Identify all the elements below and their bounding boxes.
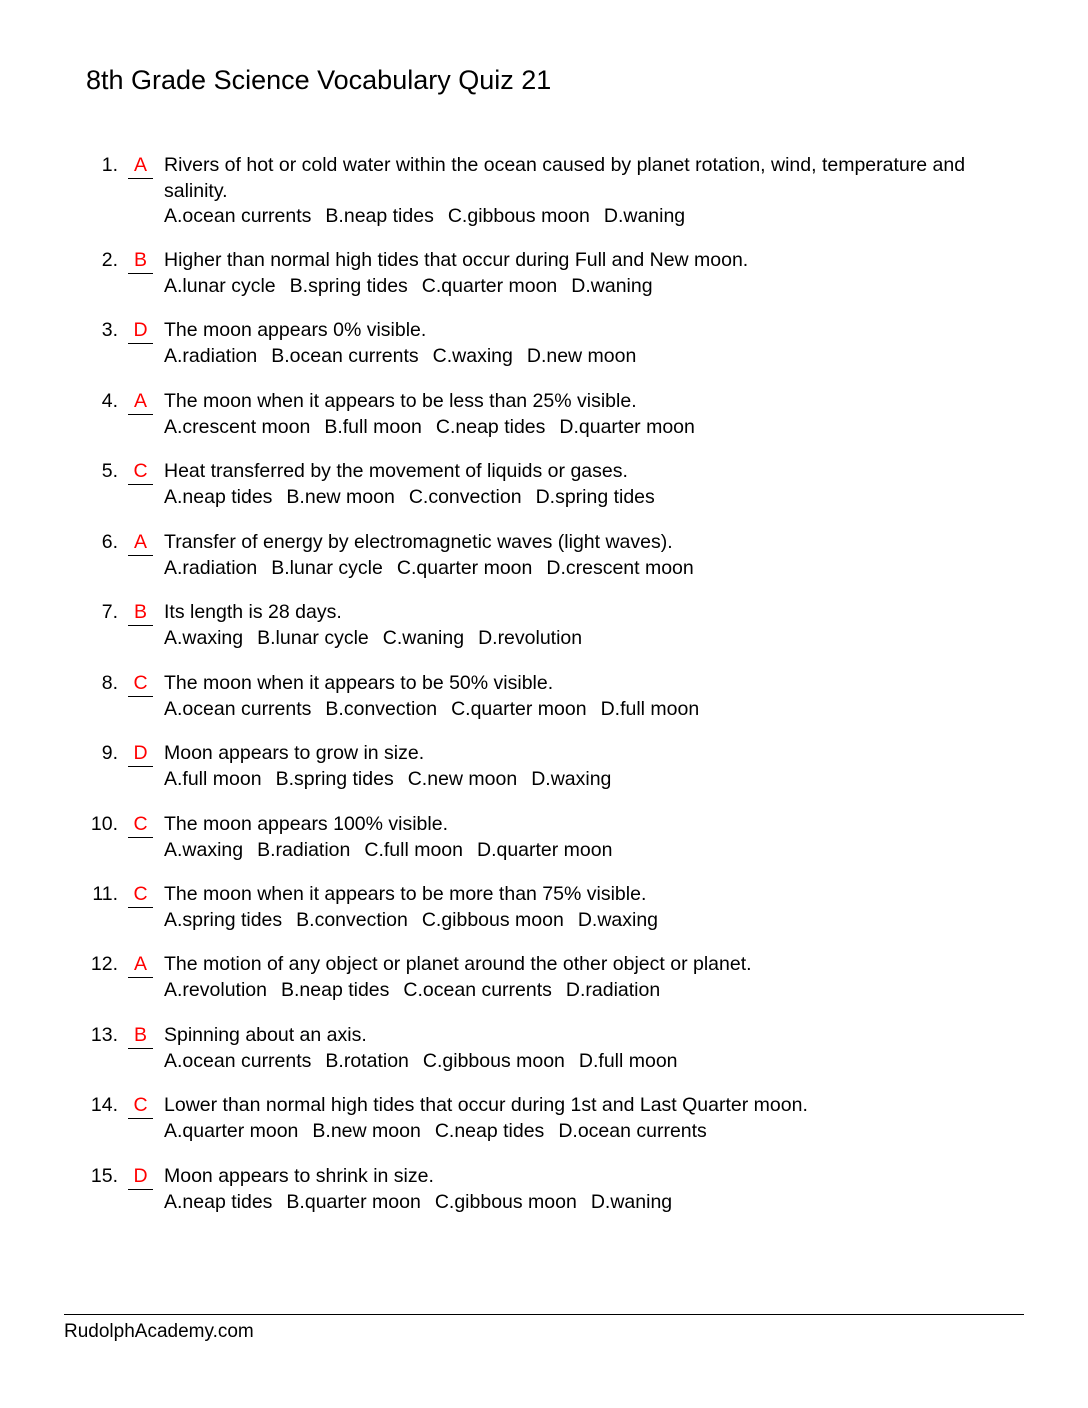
- question-body: [164, 389, 1014, 440]
- question-text: Spinning about an axis.: [164, 1024, 367, 1046]
- question-number: 4.: [101, 390, 118, 412]
- answer-choice: B.convection: [296, 908, 408, 931]
- question-number: 3.: [101, 319, 118, 341]
- question-text: Transfer of energy by electromagnetic waves (light waves).: [164, 531, 673, 553]
- answer-choice: D.full moon: [600, 697, 700, 720]
- answer-blank: A: [128, 389, 153, 415]
- answer-choices: [164, 556, 1014, 582]
- answer-choice: C.waning: [382, 626, 465, 649]
- question-text: Higher than normal high tides that occur during Full and New moon.: [164, 249, 749, 271]
- answer-choice: D.waxing: [577, 908, 659, 931]
- answer-choice: C.neap tides: [434, 1119, 545, 1142]
- question-text: Rivers of hot or cold water within the ocean caused by planet rotation, wind, temperature and salinity.: [164, 154, 966, 202]
- answer-choice: C.new moon: [407, 767, 518, 790]
- answer-choice: A.ocean currents: [164, 205, 312, 227]
- question-number: 7.: [101, 601, 118, 623]
- question-text: The moon when it appears to be 50% visible.: [164, 672, 554, 694]
- question-body: [164, 600, 1014, 651]
- question-number: 14.: [90, 1094, 118, 1116]
- answer-choice: B.ocean currents: [271, 344, 419, 367]
- question-body: [164, 530, 1014, 581]
- question-text: Moon appears to grow in size.: [164, 742, 425, 764]
- answer-choice: D.radiation: [565, 978, 661, 1001]
- answer-blank: C: [128, 882, 153, 908]
- answer-blank: A: [128, 153, 153, 179]
- answer-choice: B.new moon: [286, 485, 395, 508]
- answer-choice: C.quarter moon: [396, 556, 533, 579]
- answer-choices: [164, 697, 1014, 723]
- question-text: Moon appears to shrink in size.: [164, 1165, 434, 1187]
- question-body: [164, 812, 1014, 863]
- answer-choices: [164, 978, 1014, 1004]
- answer-choice: A.crescent moon: [164, 415, 311, 438]
- answer-choice: A.revolution: [164, 978, 267, 1001]
- answer-choice: A.neap tides: [164, 485, 273, 508]
- question-number: 10.: [90, 813, 118, 835]
- answer-choice: B.neap tides: [280, 978, 390, 1001]
- answer-choice: C.quarter moon: [451, 697, 587, 720]
- question-number: 12.: [90, 953, 118, 975]
- footer-divider: [64, 1314, 1024, 1315]
- question-text: Heat transferred by the movement of liquids or gases.: [164, 460, 628, 482]
- answer-choice: B.lunar cycle: [271, 556, 383, 579]
- answer-choice: C.convection: [408, 485, 522, 508]
- answer-choice: D.new moon: [526, 344, 637, 367]
- answer-choices: [164, 204, 1014, 230]
- answer-choices: [164, 1190, 1014, 1216]
- answer-choice: D.crescent moon: [546, 556, 694, 579]
- question-text: The moon when it appears to be more than 75% visible.: [164, 883, 647, 905]
- answer-choices: [164, 1119, 1014, 1145]
- question-body: [164, 741, 1014, 792]
- answer-choices: [164, 274, 1014, 300]
- answer-choice: A.spring tides: [164, 908, 283, 931]
- answer-blank: D: [128, 318, 153, 344]
- answer-blank: B: [128, 1023, 153, 1049]
- question-body: [164, 1023, 1014, 1074]
- answer-choice: D.quarter moon: [476, 838, 613, 861]
- question-body: [164, 318, 1014, 369]
- question-body: [164, 1164, 1014, 1215]
- answer-choice: A.ocean currents: [164, 697, 312, 720]
- answer-choice: D.spring tides: [535, 485, 655, 508]
- answer-choice: A.quarter moon: [164, 1119, 299, 1142]
- question-text: Its length is 28 days.: [164, 601, 342, 623]
- answer-choices: [164, 838, 1014, 864]
- question-body: [164, 952, 1014, 1003]
- question-number: 11.: [92, 883, 118, 905]
- answer-choices: [164, 626, 1014, 652]
- question-body: [164, 882, 1014, 933]
- answer-choice: C.quarter moon: [421, 274, 558, 297]
- answer-choice: A.ocean currents: [164, 1049, 312, 1072]
- answer-choice: D.ocean currents: [558, 1119, 707, 1142]
- answer-choices: [164, 908, 1014, 934]
- answer-choice: D.waning: [571, 274, 653, 297]
- question-text: The moon appears 100% visible.: [164, 813, 448, 835]
- answer-choice: B.radiation: [257, 838, 351, 861]
- answer-choices: [164, 767, 1014, 793]
- answer-choice: B.rotation: [325, 1049, 409, 1072]
- question-number: 5.: [101, 460, 118, 482]
- question-text: The moon when it appears to be less than 25% visible.: [164, 390, 637, 412]
- question-number: 2.: [101, 249, 118, 271]
- answer-choice: D.waning: [603, 205, 686, 227]
- answer-choice: B.lunar cycle: [257, 626, 369, 649]
- answer-choice: A.full moon: [164, 767, 262, 790]
- answer-blank: A: [128, 530, 153, 556]
- question-number: 6.: [101, 531, 118, 553]
- answer-choice: C.full moon: [364, 838, 463, 861]
- question-number: 9.: [101, 742, 118, 764]
- answer-choice: C.waxing: [432, 344, 513, 367]
- answer-blank: B: [128, 600, 153, 626]
- answer-blank: D: [128, 741, 153, 767]
- question-text: Lower than normal high tides that occur during 1st and Last Quarter moon.: [164, 1094, 808, 1116]
- answer-blank: A: [128, 952, 153, 978]
- answer-choice: B.new moon: [312, 1119, 421, 1142]
- answer-choice: B.full moon: [324, 415, 422, 438]
- question-body: [164, 671, 1014, 722]
- question-number: 8.: [101, 672, 118, 694]
- answer-choice: C.gibbous moon: [434, 1190, 577, 1213]
- answer-blank: D: [128, 1164, 153, 1190]
- question-body: [164, 153, 1014, 230]
- answer-choice: A.waxing: [164, 626, 244, 649]
- question-body: [164, 248, 1014, 299]
- answer-choice: D.quarter moon: [559, 415, 695, 438]
- answer-blank: C: [128, 459, 153, 485]
- answer-blank: C: [128, 671, 153, 697]
- question-number: 15.: [90, 1165, 118, 1187]
- answer-choice: B.quarter moon: [286, 1190, 421, 1213]
- answer-choices: [164, 344, 1014, 370]
- answer-choice: C.ocean currents: [403, 978, 552, 1001]
- question-text: The motion of any object or planet around the other object or planet.: [164, 953, 752, 975]
- answer-blank: B: [128, 248, 153, 274]
- answer-choice: C.gibbous moon: [421, 908, 564, 931]
- question-text: The moon appears 0% visible.: [164, 319, 427, 341]
- answer-choice: C.gibbous moon: [422, 1049, 565, 1072]
- answer-choice: A.neap tides: [164, 1190, 273, 1213]
- answer-choice: D.revolution: [478, 626, 583, 649]
- page-title: 8th Grade Science Vocabulary Quiz 21: [86, 65, 552, 95]
- question-number: 13.: [90, 1024, 118, 1046]
- answer-choice: C.gibbous moon: [447, 205, 590, 227]
- answer-choice: A.lunar cycle: [164, 274, 276, 297]
- answer-choice: D.waning: [590, 1190, 673, 1213]
- answer-choice: B.spring tides: [289, 274, 408, 297]
- question-body: [164, 1093, 1014, 1144]
- answer-choice: A.waxing: [164, 838, 244, 861]
- answer-choices: [164, 415, 1014, 441]
- footer-site: RudolphAcademy.com: [64, 1321, 254, 1342]
- answer-choice: B.spring tides: [275, 767, 394, 790]
- answer-choices: [164, 1049, 1014, 1075]
- question-body: [164, 459, 1014, 510]
- answer-blank: C: [128, 812, 153, 838]
- answer-choice: B.convection: [325, 697, 438, 720]
- answer-choice: D.waxing: [531, 767, 612, 790]
- answer-choice: A.radiation: [164, 344, 258, 367]
- answer-choice: A.radiation: [164, 556, 258, 579]
- answer-blank: C: [128, 1093, 153, 1119]
- answer-choice: C.neap tides: [435, 415, 546, 438]
- answer-choice: B.neap tides: [325, 205, 434, 227]
- answer-choices: [164, 485, 1014, 511]
- answer-choice: D.full moon: [578, 1049, 678, 1072]
- question-number: 1.: [101, 154, 118, 176]
